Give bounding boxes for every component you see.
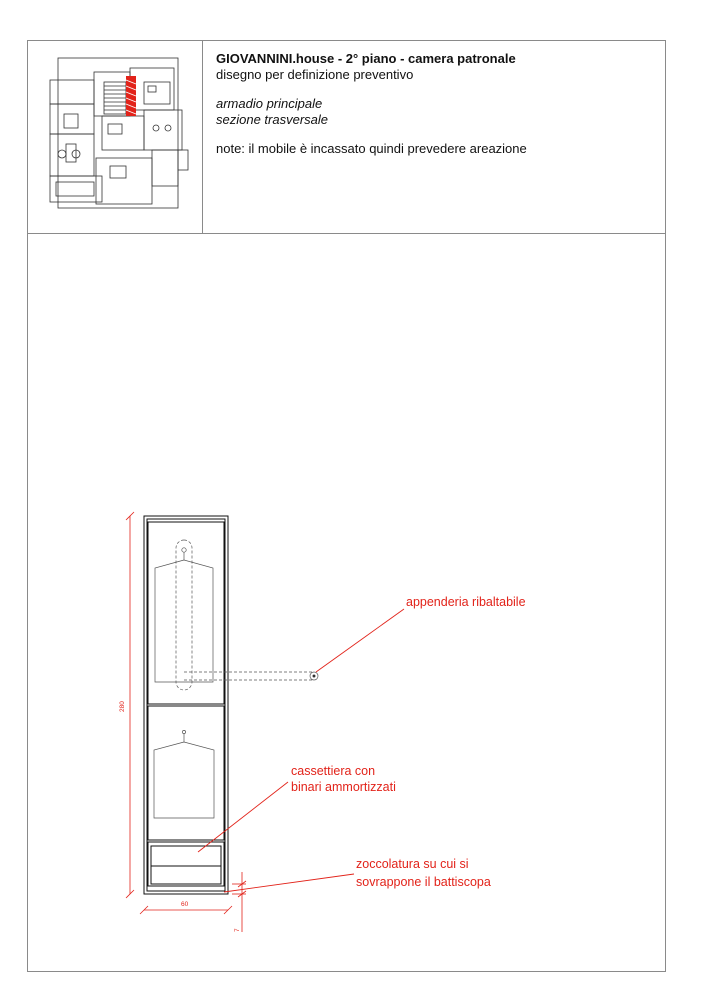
callout-plinth-line2: sovrappone il battiscopa bbox=[356, 875, 491, 889]
callout-drawer-line2: binari ammortizzati bbox=[291, 780, 396, 794]
drawing-subtitle: disegno per definizione preventivo bbox=[216, 67, 414, 82]
drawing-title: GIOVANNINI.house - 2° piano - camera patronale bbox=[216, 51, 516, 66]
callout-plinth-line1: zoccolatura su cui si bbox=[356, 857, 469, 871]
item-name: armadio principale bbox=[216, 96, 323, 111]
plinth-dimension bbox=[232, 872, 246, 932]
callout-hanger: appenderia ribaltabile bbox=[406, 595, 526, 609]
drawing-note: note: il mobile è incassato quindi prevedere areazione bbox=[216, 141, 527, 156]
fold-down-hanger bbox=[155, 540, 318, 690]
height-dimension-label: 280 bbox=[119, 701, 126, 712]
depth-dimension-label: 60 bbox=[181, 901, 189, 908]
view-name: sezione trasversale bbox=[216, 112, 328, 127]
leader-lines bbox=[198, 609, 404, 892]
plinth-dimension-label: 7 bbox=[234, 928, 241, 932]
lower-garment bbox=[154, 730, 214, 818]
callout-drawer-line1: cassettiera con bbox=[291, 764, 376, 778]
height-dimension bbox=[126, 512, 134, 898]
cabinet-carcass bbox=[144, 516, 228, 894]
